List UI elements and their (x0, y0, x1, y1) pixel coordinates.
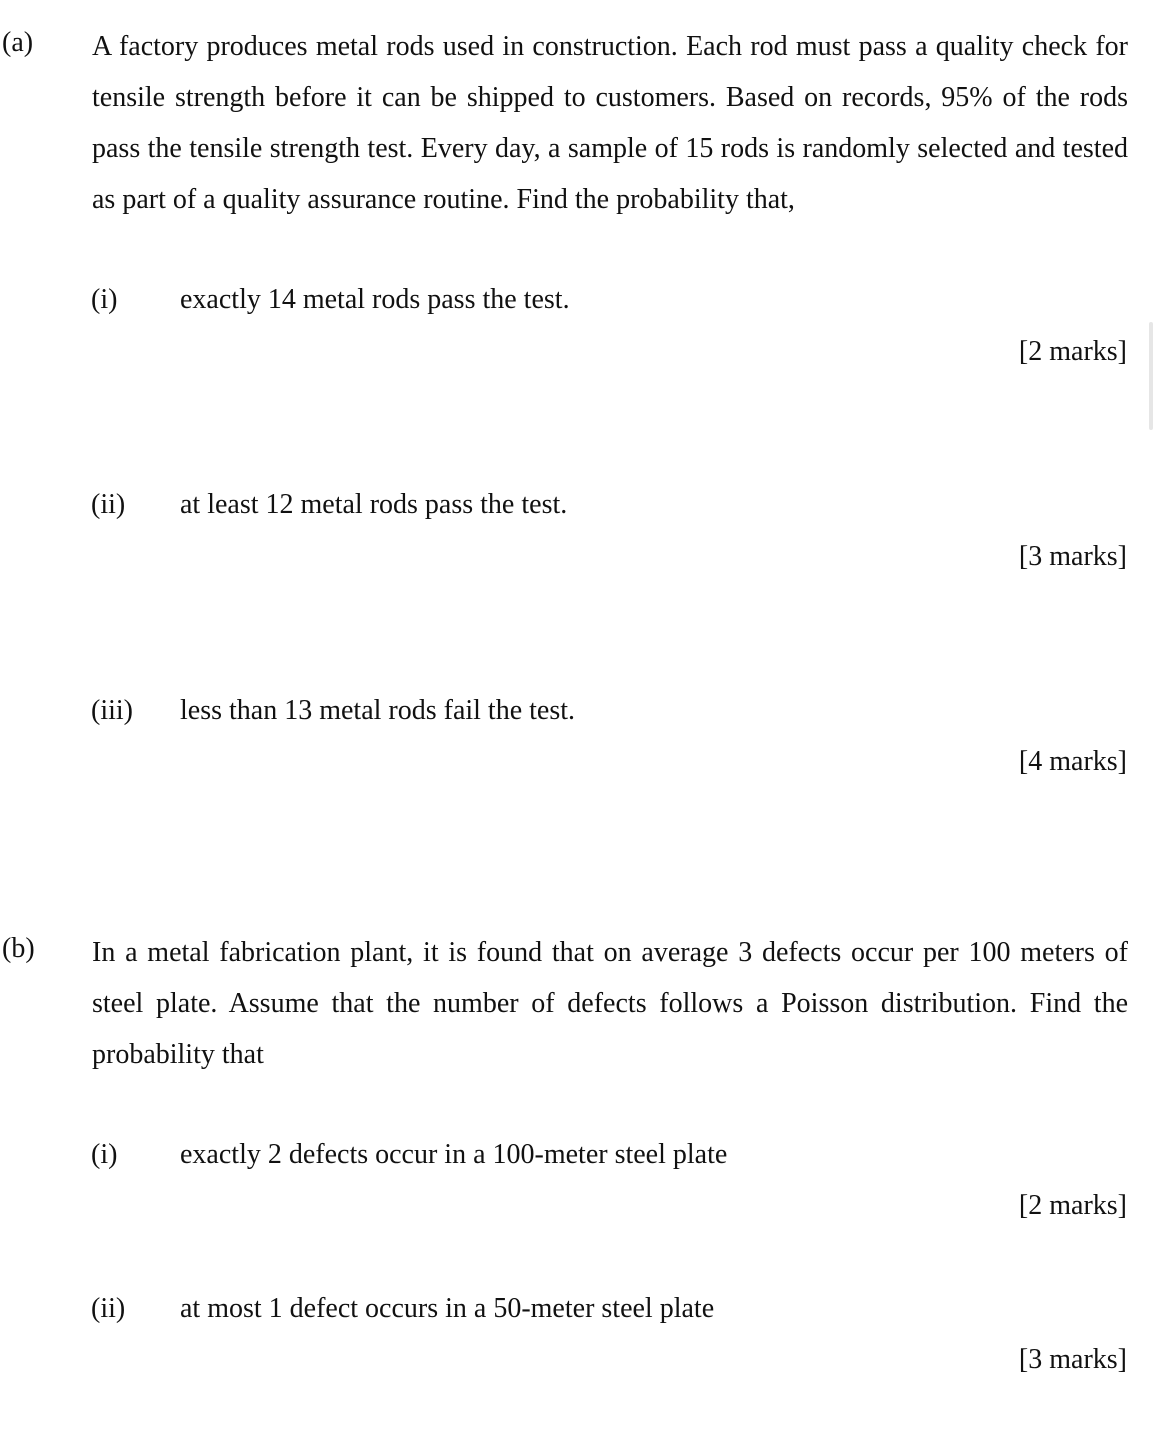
part-b-intro: In a metal fabrication plant, it is found that on average 3 defects occur per 100 meters of steel plate. Assume that the number of defects follows a Poisson distribution. Find the probability that (92, 937, 1128, 1070)
part-b-question-1-text: exactly 2 defects occur in a 100-meter steel plate (180, 1139, 728, 1170)
scrollbar-thumb[interactable] (1149, 322, 1153, 430)
part-a-question-1-text: exactly 14 metal rods pass the test. (180, 284, 570, 315)
part-a-question-2-label: (ii) (91, 489, 126, 520)
part-b-question-1-label: (i) (91, 1139, 118, 1170)
part-a-question-2-marks: [3 marks] (1018, 541, 1127, 572)
part-a-question-1-label: (i) (91, 284, 118, 315)
part-b-question-2-marks: [3 marks] (1018, 1344, 1127, 1375)
part-b-question-2-label: (ii) (91, 1293, 126, 1324)
part-b-question-1-marks: [2 marks] (1018, 1190, 1127, 1221)
part-a-question-3-label: (iii) (91, 695, 133, 726)
part-a-question-3-marks: [4 marks] (1018, 746, 1127, 777)
part-a-question-3-text: less than 13 metal rods fail the test. (180, 695, 576, 726)
part-a-label: (a) (2, 27, 34, 58)
part-a-question-1-marks: [2 marks] (1018, 336, 1127, 367)
part-b-label: (b) (2, 933, 35, 964)
part-a-intro: A factory produces metal rods used in construction. Each rod must pass a quality check for tensile strength before it can be shipped to customers. Based on records, 95% of the rods pass the tensile strength test. Every day, a sample of 15 rods is randomly selected and tested as part of a quality assurance routine. Find the probability that, (92, 31, 1128, 215)
part-a-question-2-text: at least 12 metal rods pass the test. (180, 489, 568, 520)
part-b-question-2-text: at most 1 defect occurs in a 50-meter steel plate (180, 1293, 715, 1324)
